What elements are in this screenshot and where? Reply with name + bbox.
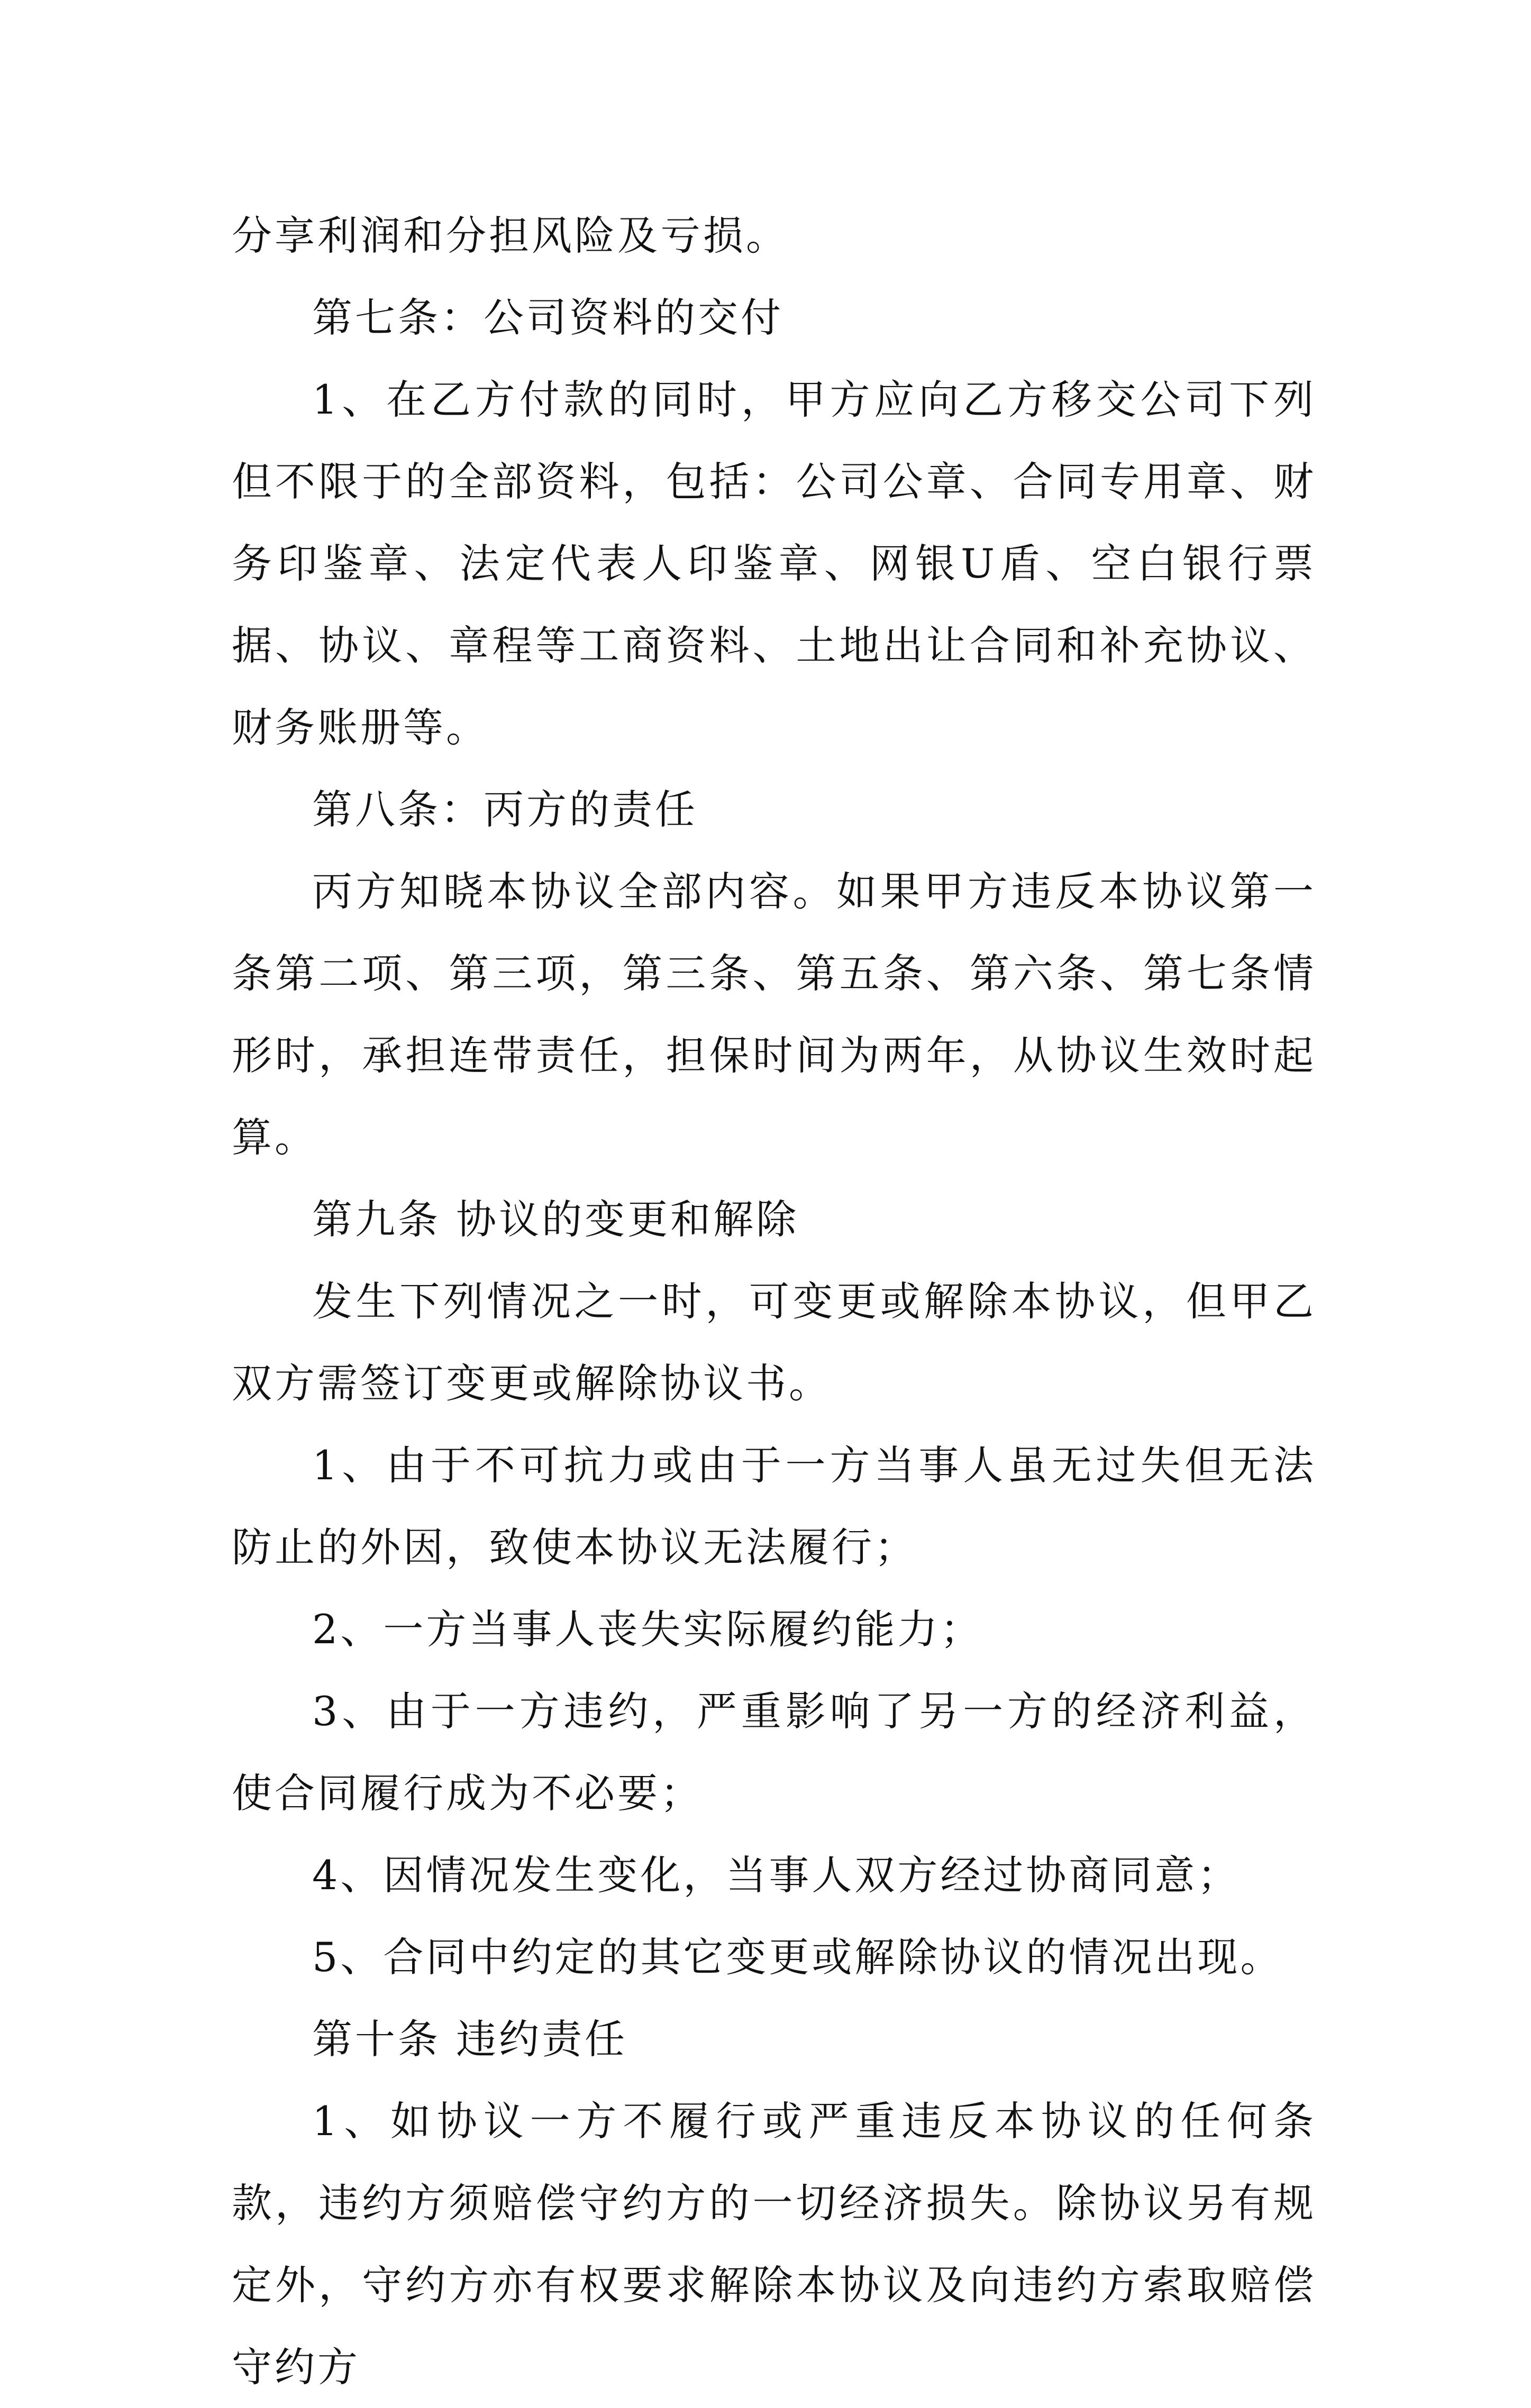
heading-article-9: 第九条 协议的变更和解除 [312,1196,799,1243]
heading-article-7: 第七条：公司资料的交付 [312,294,783,341]
heading-article-8: 第八条：丙方的责任 [312,786,698,833]
paragraph-article-9-item-2: 2、一方当事人丧失实际履约能力； [312,1606,983,1653]
paragraph-article-9-intro: 发生下列情况之一时，可变更或解除本协议，但甲乙双方需签订变更或解除协议书。 [232,1278,1316,1407]
paragraph-article-9-item-3: 3、由于一方违约，严重影响了另一方的经济利益，使合同履行成为不必要； [232,1688,1316,1817]
heading-article-10: 第十条 违约责任 [312,2016,628,2063]
paragraph-article-9-item-5: 5、合同中约定的其它变更或解除协议的情况出现。 [312,1934,1283,1981]
paragraph-article-9-item-4: 4、因情况发生变化，当事人双方经过协商同意； [312,1852,1241,1899]
paragraph-article-10-item-1: 1、如协议一方不履行或严重违反本协议的任何条款，违约方须赔偿守约方的一切经济损失。除协议另有规定外，守约方亦有权要求解除本协议及向违约方索取赔偿守约方 [232,2098,1316,2391]
paragraph-article-8: 丙方知晓本协议全部内容。如果甲方违反本协议第一条第二项、第三项，第三条、第五条、第六条、第七条情形时，承担连带责任，担保时间为两年，从协议生效时起算。 [232,868,1316,1161]
paragraph-profit-sharing: 分享利润和分担风险及亏损。 [232,212,789,259]
paragraph-article-9-item-1: 1、由于不可抗力或由于一方当事人虽无过失但无法防止的外因，致使本协议无法履行； [232,1442,1316,1571]
document-body [232,195,1316,2408]
paragraph-article-7-item-1: 1、在乙方付款的同时，甲方应向乙方移交公司下列但不限于的全部资料，包括：公司公章、合同专用章、财务印鉴章、法定代表人印鉴章、网银U盾、空白银行票据、协议、章程等工商资料、土地出让合同和补充协议、财务账册等。 [232,376,1316,751]
